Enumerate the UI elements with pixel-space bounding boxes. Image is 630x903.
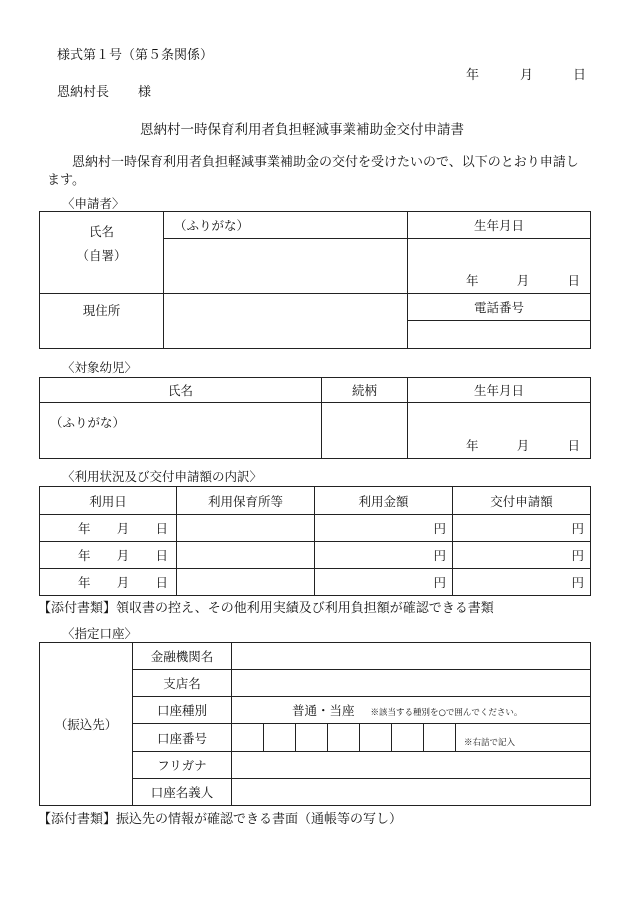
applicant-name-field[interactable]	[164, 239, 408, 294]
usage-year: 年	[78, 521, 91, 536]
child-birth-day: 日	[567, 438, 580, 453]
child-birth-label: 生年月日	[408, 378, 591, 403]
digit-box[interactable]	[328, 724, 360, 751]
digit-box[interactable]	[360, 724, 392, 751]
child-birth-month: 月	[516, 438, 530, 453]
birth-day: 日	[567, 273, 580, 288]
section-applicant: 〈申請者〉	[62, 196, 125, 211]
intro-line-1: 恩納村一時保育利用者負担軽減事業補助金の交付を受けたいので、以下のとおり申請し	[72, 155, 579, 170]
yen-label: 円	[571, 575, 584, 590]
account-holder-field[interactable]	[232, 779, 591, 806]
account-number-field[interactable]	[232, 724, 591, 752]
digit-box[interactable]	[296, 724, 328, 751]
applicant-table	[39, 211, 591, 349]
usage-amount-field[interactable]	[315, 569, 453, 596]
usage-month: 月	[116, 521, 130, 536]
date-month: 月	[520, 68, 534, 83]
usage-request-field[interactable]	[453, 542, 591, 569]
account-holder-label: 口座名義人	[133, 779, 232, 806]
usage-day: 日	[155, 575, 168, 590]
digit-box[interactable]	[424, 724, 456, 751]
usage-amount-field[interactable]	[315, 515, 453, 542]
birth-year: 年	[466, 273, 479, 288]
phone-label: 電話番号	[408, 294, 591, 321]
account-type-field[interactable]	[232, 697, 591, 724]
table-row	[40, 569, 591, 596]
birth-month: 月	[516, 273, 530, 288]
section-usage: 〈利用状況及び交付申請額の内訳〉	[62, 469, 263, 484]
usage-day: 日	[155, 548, 168, 563]
bank-name-field[interactable]	[232, 643, 591, 670]
branch-label: 支店名	[133, 670, 232, 697]
digit-box[interactable]	[264, 724, 296, 751]
table-row	[40, 542, 591, 569]
phone-field[interactable]	[408, 321, 591, 349]
usage-month: 月	[116, 575, 130, 590]
yen-label: 円	[571, 521, 584, 536]
bank-name-label: 金融機関名	[133, 643, 232, 670]
usage-header-date: 利用日	[40, 487, 177, 515]
account-table	[39, 642, 591, 806]
child-name-field[interactable]	[40, 403, 322, 459]
section-child: 〈対象幼児〉	[62, 360, 138, 375]
usage-facility-field[interactable]	[177, 569, 315, 596]
intro-line-2: ます。	[47, 173, 85, 188]
account-type-options: 普通・当座	[292, 703, 355, 718]
child-name-label: 氏名	[40, 378, 322, 403]
applicant-birth-field[interactable]	[408, 239, 591, 294]
child-birth-year: 年	[466, 438, 479, 453]
digit-box[interactable]	[392, 724, 424, 751]
applicant-furigana-label: （ふりがな）	[174, 218, 250, 233]
transfer-label: （振込先）	[40, 643, 133, 806]
furigana-label: フリガナ	[133, 752, 232, 779]
section-account: 〈指定口座〉	[62, 626, 138, 641]
child-furigana-label: （ふりがな）	[50, 415, 126, 430]
usage-year: 年	[78, 548, 91, 563]
account-number-label: 口座番号	[133, 724, 232, 752]
child-table	[39, 377, 591, 459]
usage-facility-field[interactable]	[177, 542, 315, 569]
yen-label: 円	[571, 548, 584, 563]
child-birth-field[interactable]	[408, 403, 591, 459]
usage-date-field[interactable]	[40, 542, 177, 569]
table-row	[40, 515, 591, 542]
usage-day: 日	[155, 521, 168, 536]
branch-field[interactable]	[232, 670, 591, 697]
right-align-note: ※右詰で記入	[464, 738, 516, 748]
applicant-name-cell	[40, 212, 164, 294]
usage-attachment-note: 【添付書類】領収書の控え、その他利用実績及び利用負担額が確認できる書類	[38, 601, 494, 616]
honorific: 様	[138, 85, 152, 100]
usage-table	[39, 486, 591, 596]
addressee: 恩納村長	[57, 85, 110, 100]
digit-box[interactable]	[232, 724, 264, 751]
applicant-name-label: 氏名	[88, 224, 114, 239]
usage-header-amount: 利用金額	[315, 487, 453, 515]
usage-header-request: 交付申請額	[453, 487, 591, 515]
usage-header-facility: 利用保育所等	[177, 487, 315, 515]
document-title: 恩納村一時保育利用者負担軽減事業補助金交付申請書	[140, 122, 464, 138]
usage-request-field[interactable]	[453, 569, 591, 596]
usage-amount-field[interactable]	[315, 542, 453, 569]
yen-label: 円	[433, 575, 446, 590]
account-type-label: 口座種別	[133, 697, 232, 724]
date-day: 日	[573, 68, 587, 83]
yen-label: 円	[433, 548, 446, 563]
yen-label: 円	[433, 521, 446, 536]
relation-field[interactable]	[322, 403, 408, 459]
self-sign-label: （自署）	[76, 248, 127, 263]
usage-request-field[interactable]	[453, 515, 591, 542]
relation-label: 続柄	[322, 378, 408, 403]
furigana-field[interactable]	[232, 752, 591, 779]
usage-facility-field[interactable]	[177, 515, 315, 542]
usage-month: 月	[116, 548, 130, 563]
usage-date-field[interactable]	[40, 515, 177, 542]
account-attachment-note: 【添付書類】振込先の情報が確認できる書面（通帳等の写し）	[38, 812, 403, 827]
applicant-furigana-field[interactable]	[164, 212, 408, 239]
address-field[interactable]	[164, 294, 408, 349]
usage-date-field[interactable]	[40, 569, 177, 596]
form-number: 様式第１号（第５条関係）	[57, 48, 214, 63]
usage-year: 年	[78, 575, 91, 590]
date-year: 年	[466, 68, 480, 83]
address-label: 現住所	[40, 294, 164, 349]
account-type-note: ※該当する種別を○で囲んでください。	[370, 708, 523, 718]
applicant-birth-label: 生年月日	[408, 212, 591, 239]
